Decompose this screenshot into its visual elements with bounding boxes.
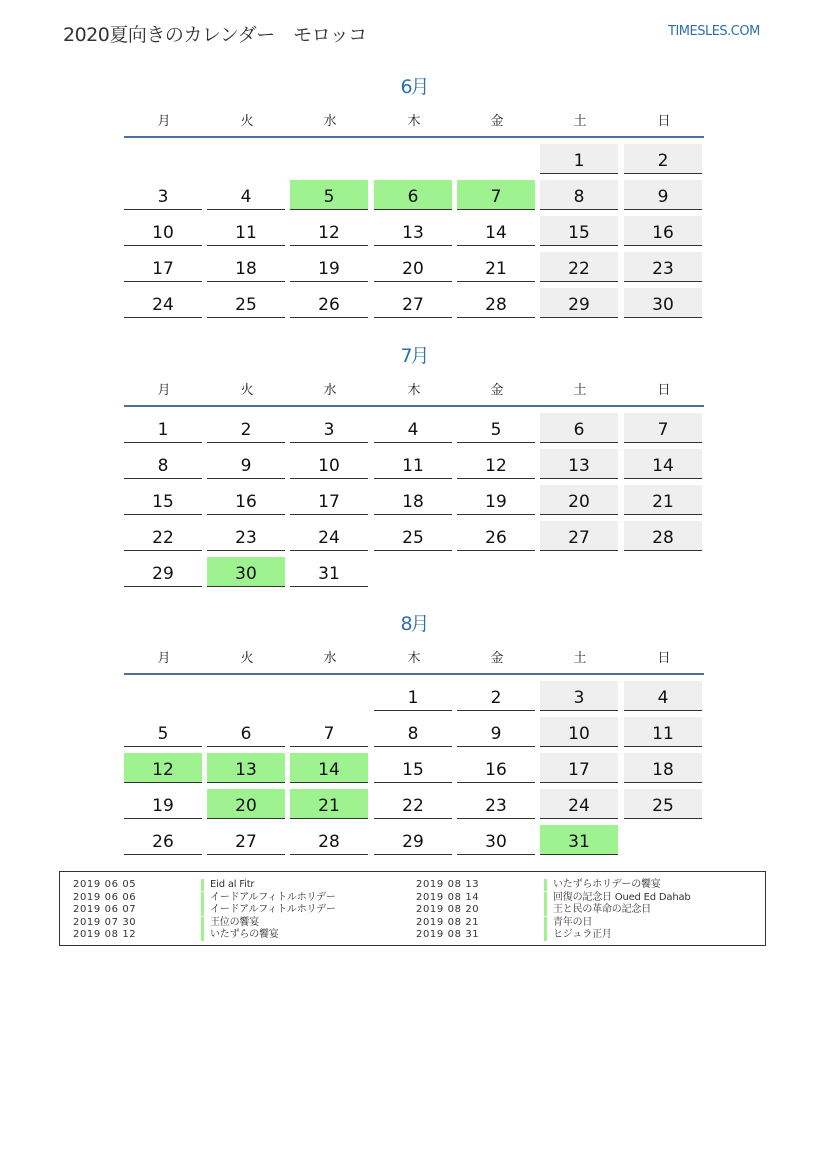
date-cell: 22 [124,521,202,551]
date-cell: 4 [624,681,702,711]
weekday-label: 月 [157,383,171,398]
weekday-label: 日 [657,383,671,398]
weekday-label: 土 [573,114,587,129]
date-cell: 17 [290,485,368,515]
weekday-label: 木 [407,383,421,398]
date-cell: 19 [124,789,202,819]
weekday-label: 金 [490,651,504,666]
date-cell: 20 [540,485,618,515]
page-title: 2020夏向きのカレンダー モロッコ [63,24,367,46]
date-cell: 30 [457,825,535,855]
weekday-label: 火 [240,651,254,666]
weekday-label: 土 [573,651,587,666]
date-cell: 9 [457,717,535,747]
date-cell: 12 [457,449,535,479]
date-cell: 19 [290,252,368,282]
date-cell: 16 [624,216,702,246]
date-cell: 27 [207,825,285,855]
date-cell: 14 [457,216,535,246]
date-cell: 10 [540,717,618,747]
date-cell: 16 [457,753,535,783]
legend-date: 2019 06 05 [73,879,137,890]
holiday-legend [59,871,766,946]
date-cell: 16 [207,485,285,515]
legend-holiday-name: 王と民の革命の記念日 [544,904,651,916]
site-link[interactable]: TIMESLES.COM [668,24,760,39]
date-cell: 9 [624,180,702,210]
date-cell: 7 [290,717,368,747]
weekday-label: 水 [323,383,337,398]
date-cell: 29 [540,288,618,318]
legend-date: 2019 08 14 [416,891,480,903]
date-cell: 11 [624,717,702,747]
date-cell: 27 [374,288,452,318]
date-cell: 5 [124,717,202,747]
date-cell: 3 [290,413,368,443]
date-cell: 20 [374,252,452,282]
holiday-date-cell: 6 [374,180,452,210]
date-cell: 10 [290,449,368,479]
date-cell: 7 [624,413,702,443]
holiday-date-cell: 31 [540,825,618,855]
date-cell: 1 [540,144,618,174]
date-cell: 22 [540,252,618,282]
legend-date: 2019 08 13 [416,879,480,890]
date-cell: 3 [124,180,202,210]
holiday-date-cell: 5 [290,180,368,210]
date-cell: 6 [540,413,618,443]
holiday-date-cell: 12 [124,753,202,783]
date-cell: 14 [624,449,702,479]
date-cell: 15 [374,753,452,783]
date-cell: 18 [624,753,702,783]
date-cell: 11 [207,216,285,246]
date-cell: 28 [290,825,368,855]
date-cell: 24 [124,288,202,318]
legend-holiday-name: 回復の記念日 Oued Ed Dahab [544,892,691,904]
legend-date: 2019 07 30 [73,916,137,928]
weekday-label: 土 [573,383,587,398]
date-cell: 6 [207,717,285,747]
date-cell: 21 [624,485,702,515]
date-cell: 25 [624,789,702,819]
legend-date: 2019 08 21 [416,916,480,928]
date-cell: 18 [374,485,452,515]
date-cell: 8 [124,449,202,479]
legend-date: 2019 08 12 [73,929,137,940]
date-cell: 13 [374,216,452,246]
legend-holiday-name: いたずらの饗宴 [201,929,279,941]
weekday-label: 火 [240,383,254,398]
date-cell: 26 [457,521,535,551]
date-cell: 8 [540,180,618,210]
date-cell: 4 [374,413,452,443]
month-title: 7月 [400,345,428,367]
weekday-label: 日 [657,114,671,129]
legend-date: 2019 08 31 [416,929,480,940]
date-cell: 2 [624,144,702,174]
header-rule [124,405,704,407]
date-cell: 17 [124,252,202,282]
date-cell: 9 [207,449,285,479]
holiday-date-cell: 21 [290,789,368,819]
weekday-label: 日 [657,651,671,666]
date-cell: 29 [124,557,202,587]
date-cell: 4 [207,180,285,210]
holiday-date-cell: 7 [457,180,535,210]
date-cell: 27 [540,521,618,551]
header-rule [124,136,704,138]
date-cell: 25 [374,521,452,551]
date-cell: 18 [207,252,285,282]
weekday-label: 金 [490,383,504,398]
weekday-label: 火 [240,114,254,129]
date-cell: 29 [374,825,452,855]
date-cell: 19 [457,485,535,515]
date-cell: 23 [457,789,535,819]
date-cell: 2 [207,413,285,443]
date-cell: 11 [374,449,452,479]
holiday-date-cell: 13 [207,753,285,783]
weekday-label: 月 [157,651,171,666]
holiday-date-cell: 30 [207,557,285,587]
date-cell: 1 [124,413,202,443]
legend-date: 2019 08 20 [416,904,480,915]
date-cell: 23 [207,521,285,551]
date-cell: 26 [290,288,368,318]
date-cell: 15 [124,485,202,515]
date-cell: 25 [207,288,285,318]
legend-holiday-name: イードアルフィトルホリデー [201,904,336,916]
date-cell: 28 [457,288,535,318]
legend-holiday-name: Eid al Fitr [201,879,254,891]
date-cell: 30 [624,288,702,318]
date-cell: 23 [624,252,702,282]
legend-holiday-name: 王位の饗宴 [201,917,259,929]
date-cell: 12 [290,216,368,246]
month-title: 8月 [400,613,428,635]
legend-date: 2019 06 06 [73,891,137,903]
date-cell: 31 [290,557,368,587]
weekday-label: 金 [490,114,504,129]
date-cell: 8 [374,717,452,747]
header-rule [124,673,704,675]
holiday-date-cell: 20 [207,789,285,819]
weekday-label: 水 [323,651,337,666]
date-cell: 10 [124,216,202,246]
date-cell: 1 [374,681,452,711]
date-cell: 3 [540,681,618,711]
date-cell: 24 [540,789,618,819]
date-cell: 28 [624,521,702,551]
date-cell: 21 [457,252,535,282]
date-cell: 17 [540,753,618,783]
legend-date: 2019 06 07 [73,904,137,915]
date-cell: 15 [540,216,618,246]
holiday-date-cell: 14 [290,753,368,783]
legend-holiday-name: 青年の日 [544,917,592,929]
date-cell: 24 [290,521,368,551]
month-title: 6月 [400,76,428,98]
weekday-label: 木 [407,651,421,666]
weekday-label: 水 [323,114,337,129]
weekday-label: 木 [407,114,421,129]
legend-holiday-name: いたずらホリデーの饗宴 [544,879,661,891]
legend-holiday-name: イードアルフィトルホリデー [201,892,336,904]
date-cell: 13 [540,449,618,479]
date-cell: 26 [124,825,202,855]
date-cell: 2 [457,681,535,711]
weekday-label: 月 [157,114,171,129]
date-cell: 5 [457,413,535,443]
legend-holiday-name: ヒジュラ正月 [544,929,612,941]
date-cell: 22 [374,789,452,819]
